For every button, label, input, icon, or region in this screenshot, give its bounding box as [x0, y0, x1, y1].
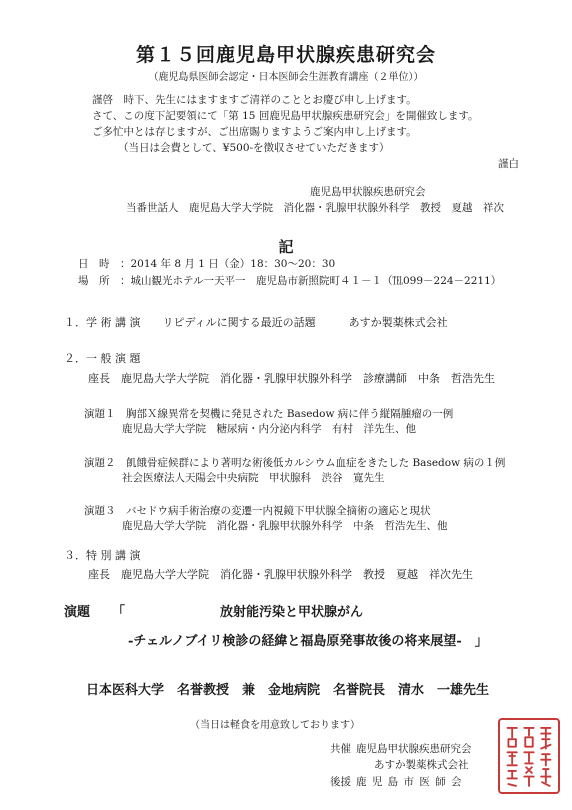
organizer-org: 鹿児島甲状腺疾患研究会	[310, 186, 426, 198]
page-title: 第１５回鹿児島甲状腺疾患研究会	[135, 44, 436, 66]
talk-3-speaker: 鹿児島大学大学院 消化器・乳腺甲状腺外科学 中条 哲浩先生、他	[122, 520, 448, 532]
greeting-line-1: 謹啓 時下、先生にはますますご清祥のこととお慶び申し上げます。	[92, 94, 417, 106]
organizer-host: 当番世話人 鹿児島大学大学院 消化器・乳腺甲状腺外科学 教授 夏越 祥次	[126, 202, 504, 214]
special-lecture-bracket: 「	[112, 605, 126, 620]
talk-3-title: 演題３ バセドウ病手術治療の変遷一内視鏡下甲状腺全摘術の適応と現状	[84, 505, 431, 517]
talk-1-title: 演題１ 胸部Ｘ線異常を契機に発見された Basedow 病に伴う縦隔腫瘤の一例	[84, 408, 454, 420]
special-lecture-subtitle: -チェルノブイリ検診の経緯と福島原発事故後の将来展望- 」	[128, 634, 488, 649]
meal-note: （当日は軽食を用意致しております）	[190, 720, 360, 731]
support-label: 後援	[330, 776, 351, 788]
red-seal-stamp-icon	[498, 718, 560, 794]
cohost-2: あすか製薬株式会社	[374, 759, 469, 771]
cohost-label: 共催	[330, 743, 351, 755]
special-lecture-speaker: 日本医科大学 名誉教授 兼 金地病院 名誉院長 清水 一雄先生	[86, 683, 490, 698]
event-place: 場 所 ：城山観光ホテル一天平一 鹿児島市新照院町４１－１（℡099－224－2211）	[78, 275, 502, 287]
section3-chair: 座長 鹿児島大学大学院 消化器・乳腺甲状腺外科学 教授 夏越 祥次先生	[88, 568, 473, 581]
section3-heading: ３．特 別 講 演	[64, 549, 141, 562]
section2-heading: ２．一 般 演 題	[64, 352, 141, 365]
special-lecture-title: 放射能汚染と甲状腺がん	[220, 605, 364, 620]
section2-chair: 座長 鹿児島大学大学院 消化器・乳腺甲状腺外科学 診療講師 中条 哲浩先生	[88, 372, 495, 385]
event-date: 日 時 ：2014 年 8 月 1 日（金）18：30～20：30	[78, 258, 336, 270]
support-org: 鹿 児 島 市 医 師 会	[356, 776, 463, 788]
talk-2-speaker: 社会医療法人天陽会中央病院 甲状腺科 渋谷 寛先生	[122, 472, 385, 484]
section1-lecture: １．学 術 講 演 リピディルに関する最近の話題 あすか製薬株式会社	[64, 316, 448, 329]
greeting-line-3: ご多忙中とは存じますが、ご出席賜りますようご案内申し上げます。	[92, 126, 417, 138]
talk-1-speaker: 鹿児島大学大学院 糖尿病・内分泌内科学 有村 洋先生、他	[122, 423, 416, 435]
greeting-line-4: （当日は会費として、¥500-を徴収させていただきます）	[118, 142, 390, 154]
page-subtitle: （鹿児島県医師会認定・日本医師会生涯教育講座（２単位））	[148, 72, 424, 83]
talk-2-title: 演題２ 飢餓骨症候群により著明な術後低カルシウム血症をきたした Basedow 病の１例	[84, 457, 506, 469]
greeting-closing: 謹白	[498, 158, 519, 170]
ki-heading: 記	[278, 238, 294, 256]
special-lecture-label: 演題	[64, 605, 91, 620]
cohost-1: 鹿児島甲状腺疾患研究会	[356, 743, 472, 755]
greeting-line-2: さて、この度下記要領にて「第 15 回鹿児島甲状腺疾患研究会」を開催致します。	[92, 110, 479, 122]
